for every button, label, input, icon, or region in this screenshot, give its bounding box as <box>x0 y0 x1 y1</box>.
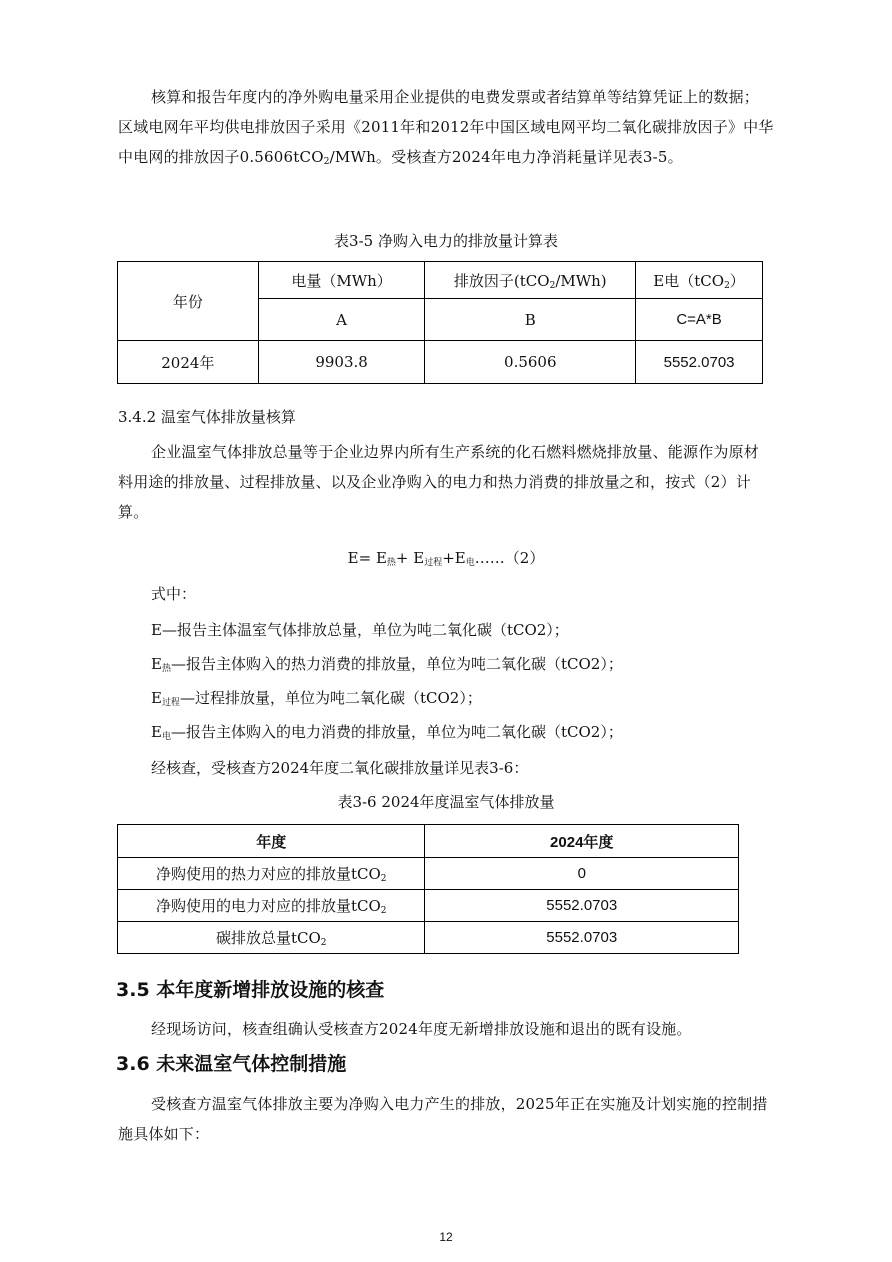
table-row <box>118 858 739 890</box>
factor-header: 排放因子(tCO$_2$/MWh) <box>425 262 636 299</box>
formula-where: 式中： <box>151 585 197 603</box>
intro-paragraph <box>118 82 774 172</box>
t2-row-electric-label: 净购使用的电力对应的排放量tCO$_2$ <box>118 890 425 922</box>
emission-header: E电（tCO$_2$） <box>636 262 763 299</box>
intro-text: 核算和报告年度内的净外购电量采用企业提供的电费发票或者结算单等结算凭证上的数据；区域电网年平均供电排放因子采用《2011年和2012年中国区域电网平均二氧化碳排放因子》中华中电网的排放因子0.5606tCO <box>118 88 774 166</box>
page-number: 12 <box>439 1230 453 1244</box>
intro-text-end: /MWh。受核查方2024年电力净消耗量详见表3-5。 <box>329 148 683 166</box>
row-emission: 5552.0703 <box>636 341 763 384</box>
def-e-total: E—报告主体温室气体排放总量，单位为吨二氧化碳（tCO2）； <box>151 621 569 639</box>
section-3-6-text: 受核查方温室气体排放主要为净购入电力产生的排放，2025年正在实施及计划实施的控制措施具体如下： <box>118 1095 768 1143</box>
t2-head-year: 年度 <box>118 825 425 858</box>
year-header: 年份 <box>118 262 259 341</box>
row-year: 2024年 <box>118 341 259 384</box>
t2-row-total-value: 5552.0703 <box>425 922 739 954</box>
def-e-process: $E_{过程}—$过程排放量，单位为吨二氧化碳（tCO2）； <box>151 689 482 708</box>
total-emission-paragraph: 企业温室气体排放总量等于企业边界内所有生产系统的化石燃料燃烧排放量、能源作为原材料用途的排放量、过程排放量、以及企业净购入的电力和热力消费的排放量之和，按式（2）计算。 <box>118 443 760 521</box>
code-c: C=A*B <box>636 299 763 341</box>
table-3-6-caption: 表3-6 2024年度温室气体排放量 <box>337 793 555 811</box>
row-electricity: 9903.8 <box>258 341 425 384</box>
def-e-heat: $E_热—$报告主体购入的热力消费的排放量，单位为吨二氧化碳（tCO2）； <box>151 655 623 674</box>
code-b: B <box>425 299 636 341</box>
formula-2: $E= E_热+$ $E_{过程}+E_电\dots\dots(2)$ <box>347 549 545 568</box>
section-3-5-title: 3.5 本年度新增排放设施的核查 <box>116 979 385 1001</box>
section-3-6-title: 3.6 未来温室气体控制措施 <box>116 1053 347 1075</box>
t2-head-2024: 2024年度 <box>425 825 739 858</box>
electricity-emission-table <box>117 261 763 384</box>
ghg-emission-table <box>117 824 739 954</box>
code-a: A <box>258 299 425 341</box>
electricity-header: 电量（MWh） <box>258 262 425 299</box>
table-3-5-caption: 表3-5 净购入电力的排放量计算表 <box>334 232 558 250</box>
t2-row-electric-value: 5552.0703 <box>425 890 739 922</box>
row-factor: 0.5606 <box>425 341 636 384</box>
intro-subscript: 2 <box>323 157 330 167</box>
conclusion-line: 经核查，受核查方2024年度二氧化碳排放量详见表3-6： <box>151 759 529 777</box>
table-row <box>118 890 739 922</box>
section-3-5-text: 经现场访问，核查组确认受核查方2024年度无新增排放设施和退出的既有设施。 <box>151 1020 692 1038</box>
table-row <box>118 922 739 954</box>
def-e-electric: $E_电—$报告主体购入的电力消费的排放量，单位为吨二氧化碳（tCO2）； <box>151 723 623 742</box>
section-3-4-2-title: 3.4.2 温室气体排放量核算 <box>118 408 296 426</box>
t2-row-total-label: 碳排放总量tCO$_2$ <box>118 922 425 954</box>
t2-row-heat-label: 净购使用的热力对应的排放量tCO$_2$ <box>118 858 425 890</box>
t2-row-heat-value: 0 <box>425 858 739 890</box>
